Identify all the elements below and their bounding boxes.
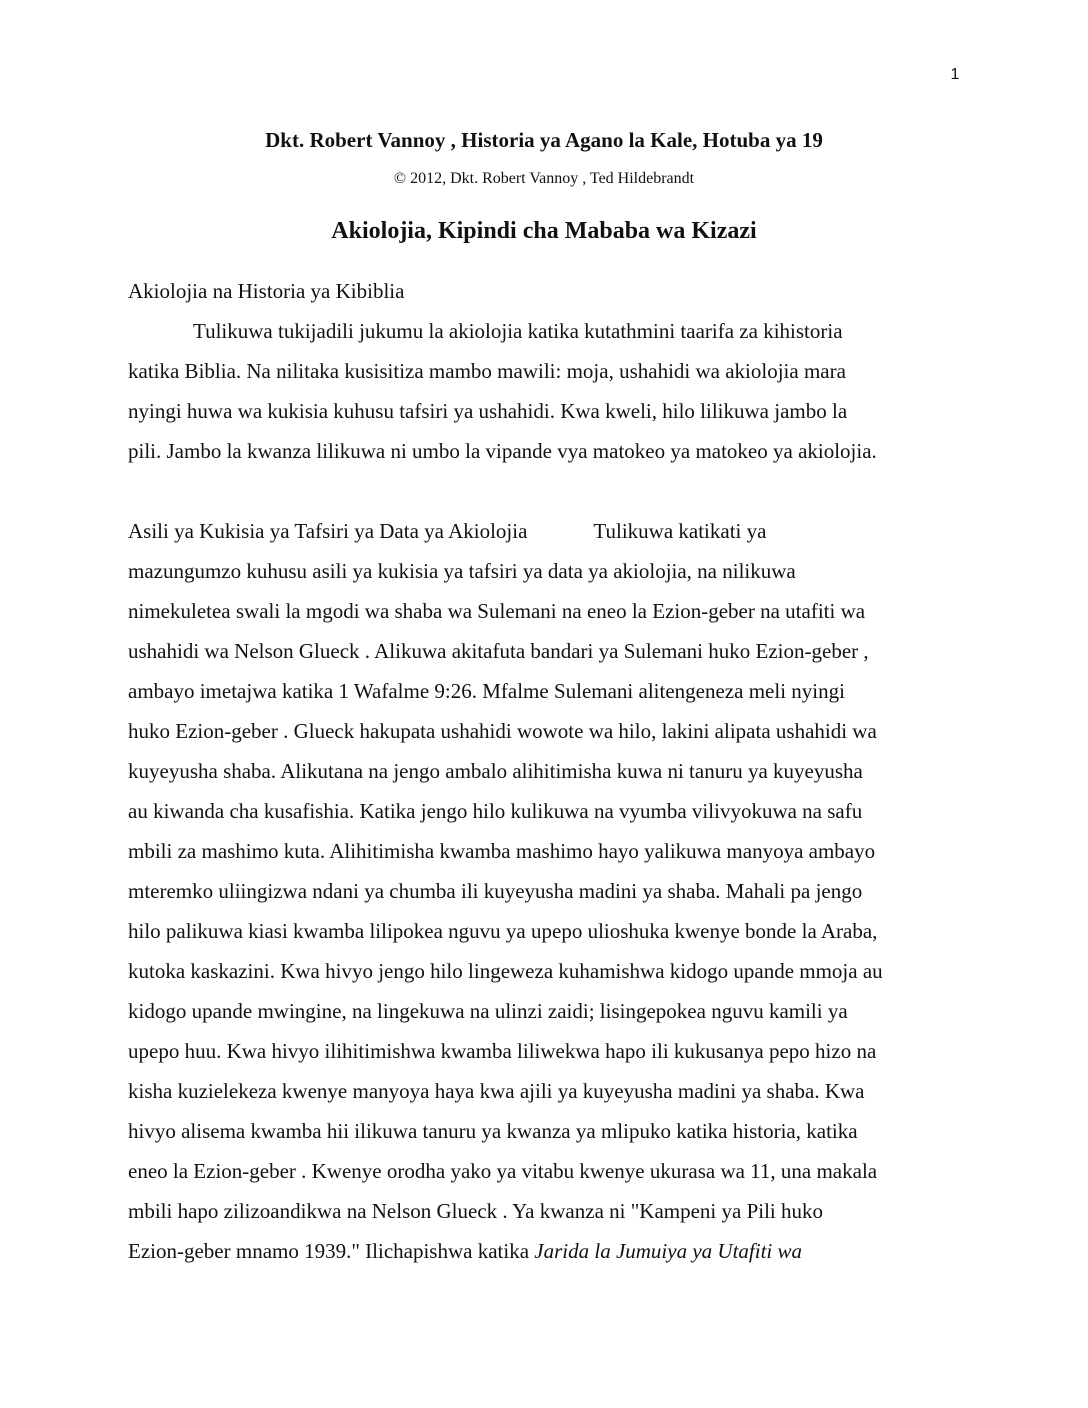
paragraph-line: nimekuletea swali la mgodi wa shaba wa Sulemani na eneo la Ezion-geber na utafiti wa — [128, 599, 866, 623]
paragraph-line: nyingi huwa wa kukisia kuhusu tafsiri ya ushahidi. Kwa kweli, hilo lilikuwa jambo la — [128, 399, 848, 423]
section-heading: Akiolojia na Historia ya Kibiblia — [128, 279, 405, 303]
paragraph-line: katika Biblia. Na nilitaka kusisitiza mambo mawili: moja, ushahidi wa akiolojia mara — [128, 359, 846, 383]
paragraph-line: mbili za mashimo kuta. Alihitimisha kwamba mashimo hayo yalikuwa manyoya ambayo — [128, 839, 876, 863]
paragraph-line: au kiwanda cha kusafishia. Katika jengo hilo kulikuwa na vyumba vilivyokuwa na safu — [128, 799, 863, 823]
paragraph-line-with-heading — [128, 519, 766, 544]
paragraph-line: kutoka kaskazini. Kwa hivyo jengo hilo lingeweza kuhamishwa kidogo upande mmoja au — [128, 959, 883, 983]
paragraph-line: ambayo imetajwa katika 1 Wafalme 9:26. Mfalme Sulemani alitengeneza meli nyingi — [128, 679, 845, 703]
paragraph-line — [128, 1239, 802, 1264]
document-title: Dkt. Robert Vannoy , Historia ya Agano la Kale, Hotuba ya 19 — [265, 128, 823, 152]
paragraph-start: Tulikuwa katikati ya — [593, 519, 767, 543]
paragraph-line: huko Ezion-geber . Glueck hakupata ushahidi wowote wa hilo, lakini alipata ushahidi wa — [128, 719, 877, 743]
paragraph-line: kisha kuzielekeza kwenye manyoya haya kwa ajili ya kuyeyusha madini ya shaba. Kwa — [128, 1079, 865, 1103]
section-heading: Asili ya Kukisia ya Tafsiri ya Data ya Akiolojia — [128, 519, 528, 543]
paragraph-line: kidogo upande mwingine, na lingekuwa na ulinzi zaidi; lisingepokea nguvu kamili ya — [128, 999, 848, 1023]
paragraph-text: Ezion-geber mnamo 1939." Ilichapishwa katika — [128, 1239, 535, 1263]
paragraph-line: Tulikuwa tukijadili jukumu la akiolojia katika kutathmini taarifa za kihistoria — [193, 319, 843, 343]
paragraph-line: pili. Jambo la kwanza lilikuwa ni umbo la vipande vya matokeo ya matokeo ya akiolojia. — [128, 439, 877, 463]
paragraph-line: hivyo alisema kwamba hii ilikuwa tanuru ya kwanza ya mlipuko katika historia, katika — [128, 1119, 858, 1143]
paragraph-line: eneo la Ezion-geber . Kwenye orodha yako ya vitabu kwenye ukurasa wa 11, una makala — [128, 1159, 878, 1183]
paragraph-line: ushahidi wa Nelson Glueck . Alikuwa akitafuta bandari ya Sulemani huko Ezion-geber , — [128, 639, 869, 663]
copyright-line: © 2012, Dkt. Robert Vannoy , Ted Hildebrandt — [393, 170, 695, 187]
paragraph-line: upepo huu. Kwa hivyo ilihitimishwa kwamba liliwekwa hapo ili kukusanya pepo hizo na — [128, 1039, 877, 1063]
paragraph-line: hilo palikuwa kiasi kwamba lilipokea nguvu ya upepo ulioshuka kwenye bonde la Araba, — [128, 919, 878, 943]
page-number: 1 — [950, 66, 960, 83]
journal-title: Jarida la Jumuiya ya Utafiti wa — [534, 1239, 803, 1263]
paragraph-line: mteremko uliingizwa ndani ya chumba ili kuyeyusha madini ya shaba. Mahali pa jengo — [128, 879, 863, 903]
lecture-subtitle: Akiolojia, Kipindi cha Mababa wa Kizazi — [331, 218, 757, 244]
paragraph-line: mazungumzo kuhusu asili ya kukisia ya tafsiri ya data ya akiolojia, na nilikuwa — [128, 559, 796, 583]
paragraph-line: mbili hapo zilizoandikwa na Nelson Glueck . Ya kwanza ni "Kampeni ya Pili huko — [128, 1199, 824, 1223]
paragraph-line: kuyeyusha shaba. Alikutana na jengo ambalo alihitimisha kuwa ni tanuru ya kuyeyusha — [128, 759, 863, 783]
